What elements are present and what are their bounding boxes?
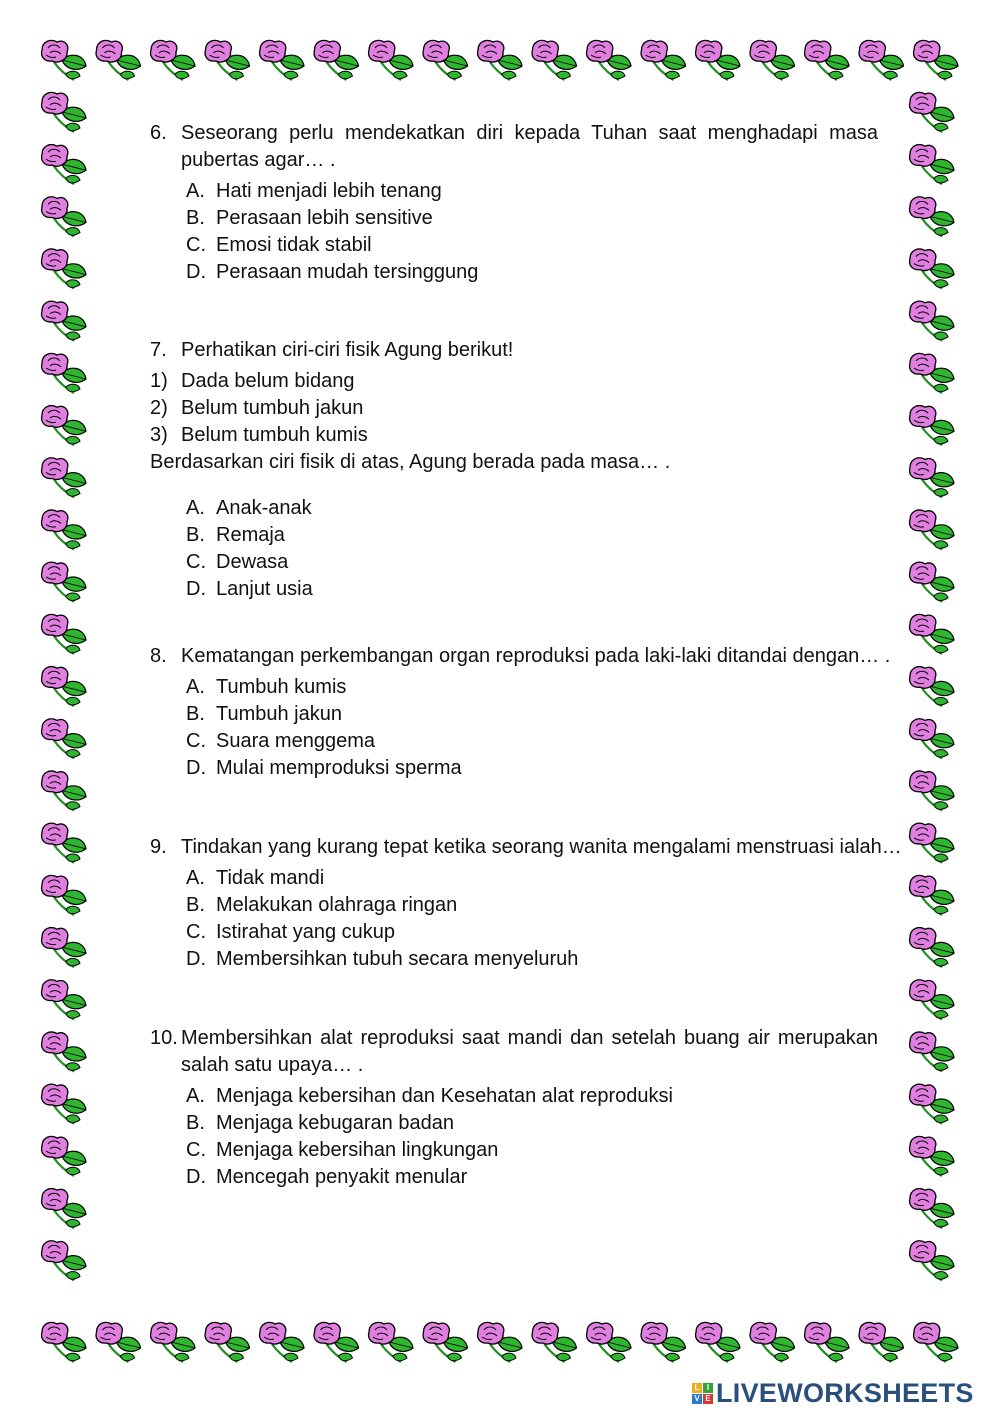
option-letter: B. [186,703,205,725]
rose-icon [42,1322,86,1362]
option-d[interactable] [186,576,878,603]
rose-icon [151,1322,195,1362]
rose-icon [42,614,86,654]
question-number: 6. [150,122,167,144]
rose-icon [42,928,86,968]
options-list [186,674,878,782]
rose-icon [42,145,86,185]
rose-icon [42,719,86,759]
option-c[interactable] [186,232,878,259]
list-item-number: 1) [150,370,168,392]
rose-icon [314,40,358,80]
list-item-number: 2) [150,397,168,419]
rose-icon [750,1322,794,1362]
option-c[interactable] [186,919,878,946]
rose-icon [805,1322,849,1362]
options-list [186,495,878,603]
rose-icon [910,1032,954,1072]
option-letter: A. [186,1085,205,1107]
option-text: Tumbuh kumis [216,676,347,698]
rose-icon [42,197,86,237]
option-b[interactable] [186,701,878,728]
watermark-text: LIVEWORKSHEETS [716,1377,974,1408]
rose-icon [42,301,86,341]
option-a[interactable] [186,865,878,892]
question-number: 10. [150,1027,178,1049]
question-number: 9. [150,836,167,858]
question-number: 8. [150,645,167,667]
rose-icon [42,406,86,446]
rose-icon [696,40,740,80]
rose-icon [910,145,954,185]
question-6 [150,120,878,174]
worksheet-content [150,120,902,1191]
rose-icon [641,1322,685,1362]
option-letter: B. [186,207,205,229]
question-10 [150,1025,878,1079]
list-item-text: Dada belum bidang [181,370,355,392]
option-letter: B. [186,894,205,916]
rose-icon [42,1136,86,1176]
rose-icon [42,92,86,132]
rose-icon [42,823,86,863]
rose-icon [859,1322,903,1362]
option-text: Menjaga kebersihan dan Kesehatan alat reproduksi [216,1085,673,1107]
follow-up-question: Berdasarkan ciri fisik di atas, Agung berada pada masa… . [150,451,671,473]
list-item [150,395,878,422]
option-letter: A. [186,676,205,698]
option-text: Suara menggema [216,730,375,752]
list-item-text: Belum tumbuh jakun [181,397,364,419]
option-letter: C. [186,551,206,573]
rose-icon [42,249,86,289]
option-d[interactable] [186,946,878,973]
rose-icon [696,1322,740,1362]
option-b[interactable] [186,1110,878,1137]
option-b[interactable] [186,205,878,232]
option-letter: C. [186,1139,206,1161]
option-letter: D. [186,578,206,600]
rose-icon [478,1322,522,1362]
option-b[interactable] [186,892,878,919]
rose-icon [910,406,954,446]
rose-icon [805,40,849,80]
option-text: Emosi tidak stabil [216,234,372,256]
option-text: Tumbuh jakun [216,703,342,725]
rose-icon [910,197,954,237]
rose-icon [910,771,954,811]
option-a[interactable] [186,495,878,522]
rose-icon [42,353,86,393]
option-letter: C. [186,730,206,752]
rose-icon [587,40,631,80]
rose-icon [914,1322,958,1362]
option-text: Melakukan olahraga ringan [216,894,458,916]
rose-icon [910,928,954,968]
rose-icon [910,1189,954,1229]
option-letter: D. [186,948,206,970]
question-8 [150,643,891,670]
question-number: 7. [150,339,167,361]
rose-icon [910,510,954,550]
option-text: Remaja [216,524,285,546]
rose-icon [750,40,794,80]
rose-icon [910,1084,954,1124]
rose-icon [42,1189,86,1229]
rose-icon [910,875,954,915]
rose-icon [859,40,903,80]
option-a[interactable] [186,674,878,701]
list-item-text: Belum tumbuh kumis [181,424,368,446]
liveworksheets-logo-icon [692,1383,713,1404]
logo-letter: I [703,1383,713,1393]
rose-icon [478,40,522,80]
rose-icon [42,510,86,550]
question-text: Seseorang perlu mendekatkan diri kepada Tuhan saat menghadapi masa pubertas agar… . [181,122,878,171]
option-d[interactable] [186,755,878,782]
rose-icon [910,823,954,863]
option-a[interactable] [186,178,878,205]
characteristics-list [150,368,878,449]
rose-icon [910,1241,954,1281]
rose-icon [42,771,86,811]
rose-icon [910,667,954,707]
option-a[interactable] [186,1083,878,1110]
option-text: Istirahat yang cukup [216,921,395,943]
liveworksheets-watermark [692,1378,974,1408]
list-item-number: 3) [150,424,168,446]
option-text: Membersihkan tubuh secara menyeluruh [216,948,579,970]
rose-icon [42,458,86,498]
option-letter: B. [186,1112,205,1134]
rose-icon [910,458,954,498]
list-item [150,422,878,449]
rose-icon [532,1322,576,1362]
option-c[interactable] [186,728,878,755]
rose-icon [42,980,86,1020]
rose-icon [205,1322,249,1362]
option-text: Perasaan mudah tersinggung [216,261,479,283]
option-b[interactable] [186,522,878,549]
option-d[interactable] [186,259,878,286]
options-list [186,1083,878,1191]
option-text: Tidak mandi [216,867,325,889]
options-list [186,178,878,286]
rose-icon [205,40,249,80]
logo-letter: E [703,1394,713,1404]
rose-icon [42,1084,86,1124]
question-text: Tindakan yang kurang tepat ketika seorang wanita mengalami menstruasi ialah… [181,836,902,858]
option-text: Hati menjadi lebih tenang [216,180,442,202]
rose-icon [910,353,954,393]
rose-icon [260,1322,304,1362]
option-c[interactable] [186,1137,878,1164]
question-text: Membersihkan alat reproduksi saat mandi dan setelah buang air merupakan salah satu upaya… . [181,1027,878,1076]
option-text: Anak-anak [216,497,312,519]
option-text: Dewasa [216,551,289,573]
rose-icon [96,1322,140,1362]
rose-icon [42,875,86,915]
question-text: Perhatikan ciri-ciri fisik Agung berikut! [181,339,514,361]
option-letter: A. [186,180,205,202]
logo-letter: V [692,1394,702,1404]
rose-icon [910,562,954,602]
option-text: Mencegah penyakit menular [216,1166,468,1188]
rose-icon [314,1322,358,1362]
option-letter: D. [186,1166,206,1188]
option-letter: D. [186,757,206,779]
rose-icon [587,1322,631,1362]
rose-icon [42,562,86,602]
question-text: Kematangan perkembangan organ reproduksi pada laki-laki ditandai dengan… . [181,645,891,667]
option-text: Menjaga kebugaran badan [216,1112,454,1134]
rose-icon [910,1136,954,1176]
option-letter: D. [186,261,206,283]
rose-icon [369,1322,413,1362]
rose-icon [910,249,954,289]
option-d[interactable] [186,1164,878,1191]
option-c[interactable] [186,549,878,576]
rose-icon [910,301,954,341]
rose-icon [260,40,304,80]
rose-icon [42,40,86,80]
options-list [186,865,878,973]
option-text: Mulai memproduksi sperma [216,757,462,779]
option-letter: A. [186,497,205,519]
rose-icon [423,1322,467,1362]
question-7 [150,337,878,364]
logo-letter: L [692,1383,702,1393]
option-text: Lanjut usia [216,578,313,600]
rose-icon [42,667,86,707]
rose-icon [42,1241,86,1281]
rose-icon [910,92,954,132]
rose-icon [423,40,467,80]
rose-icon [910,614,954,654]
rose-icon [910,719,954,759]
rose-icon [532,40,576,80]
rose-icon [369,40,413,80]
rose-icon [914,40,958,80]
option-letter: A. [186,867,205,889]
rose-icon [42,1032,86,1072]
list-item [150,368,878,395]
option-letter: C. [186,921,206,943]
option-letter: C. [186,234,206,256]
rose-icon [910,980,954,1020]
option-text: Perasaan lebih sensitive [216,207,433,229]
question-9 [150,834,902,861]
rose-icon [151,40,195,80]
option-letter: B. [186,524,205,546]
option-text: Menjaga kebersihan lingkungan [216,1139,499,1161]
rose-icon [96,40,140,80]
rose-icon [641,40,685,80]
